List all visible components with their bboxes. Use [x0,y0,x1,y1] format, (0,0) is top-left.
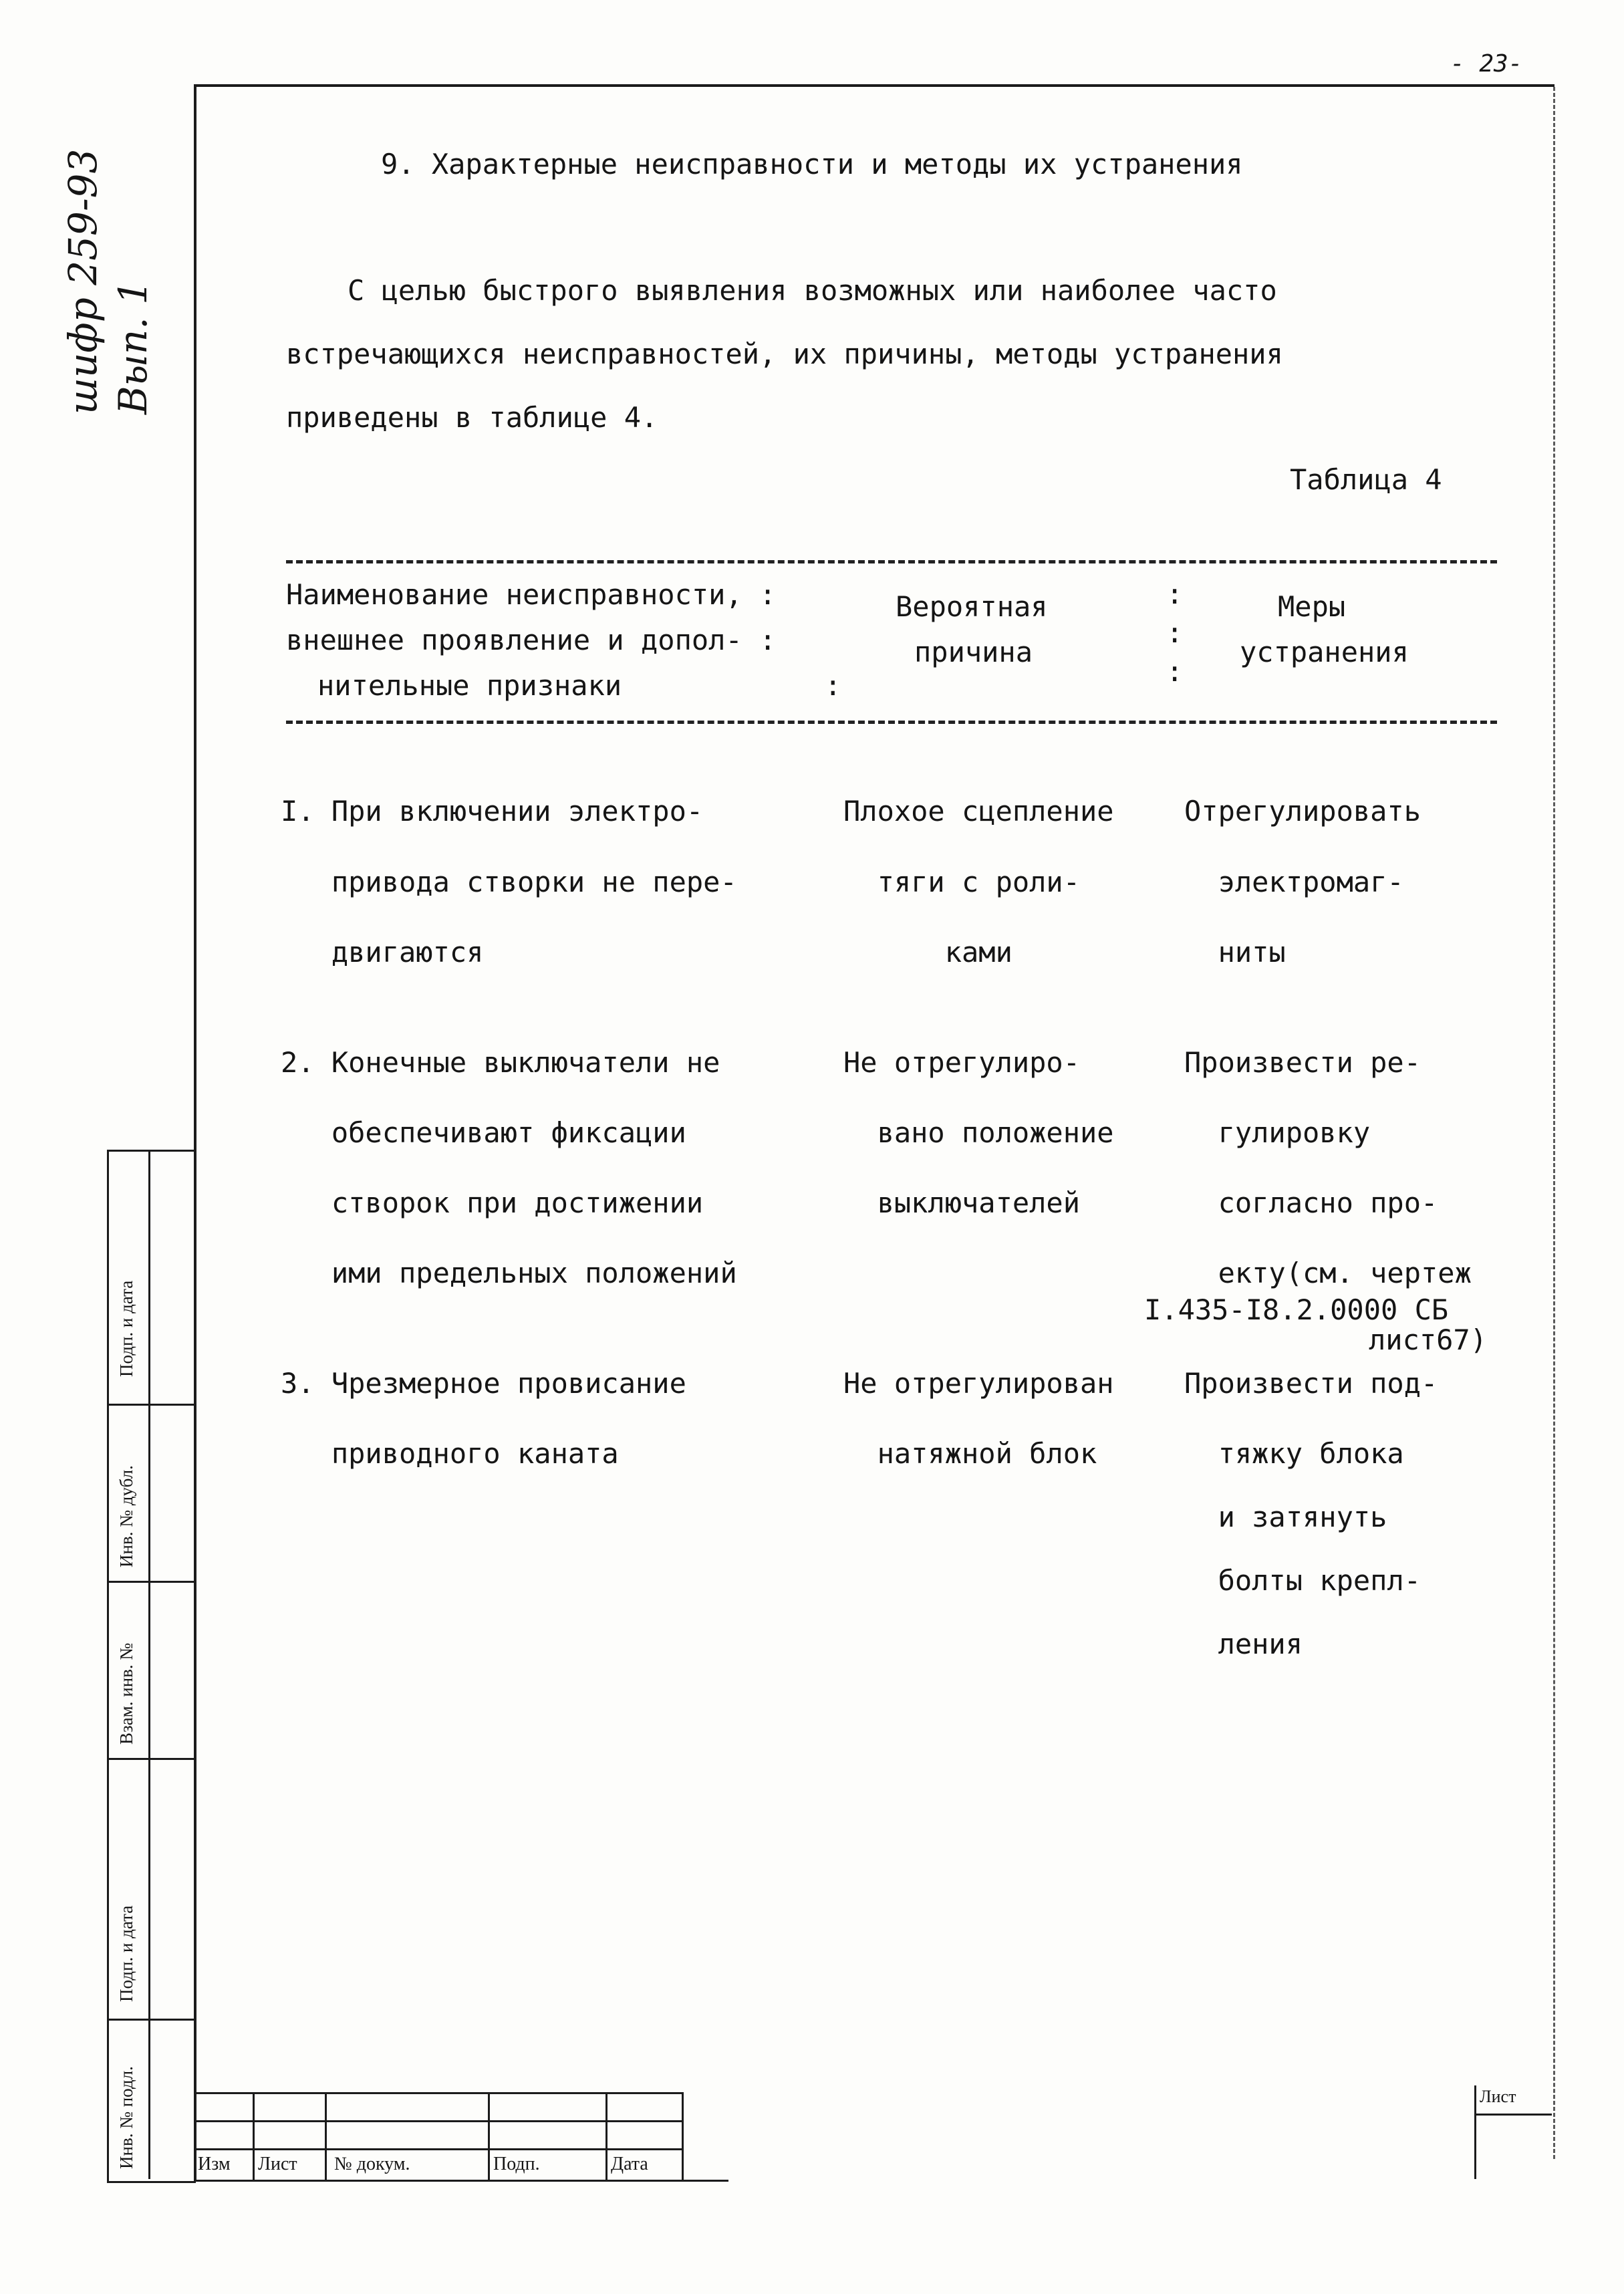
margin-note-line: шифр 259-93 [60,148,106,414]
title-block-label: № докум. [334,2154,410,2174]
title-block-label: Дата [611,2154,648,2174]
row2-col1-line: обеспечивают фиксации [281,1116,686,1149]
row2-col3-line: гулировку [1184,1116,1371,1149]
row3-col1-line: 3. Чрезмерное провисание [281,1367,686,1400]
title-block-rule [194,2120,682,2122]
row1-col2-line: Плохое сцепление [843,795,1114,827]
title-block-label: Лист [258,2154,297,2174]
header-col1-line: нительные признаки : [317,669,841,702]
page-frame-top [194,84,1554,87]
row1-col1-line: двигаются [281,936,484,969]
stamp-divider [107,2019,194,2021]
title-block-rule [194,2148,682,2150]
title-block-column [682,2092,684,2180]
row2-col3-line: екту(см. чертеж [1184,1257,1472,1289]
stamp-label: Взам. инв. № [116,1642,136,1745]
sheet-label: Лист [1480,2087,1516,2106]
stamp-divider [107,1758,194,1760]
row2-col3-line: Произвести ре- [1184,1046,1422,1079]
title-block-column [253,2092,255,2180]
stamp-label: Подп. и дата [116,1905,136,2002]
header-top-rule [286,560,1497,563]
header-col2-line: причина [914,636,1033,668]
header-col1-line: Наименование неисправности, : [286,578,777,611]
title-block-column [605,2092,607,2180]
row2-col1-line: ими предельных положений [281,1257,737,1289]
intro-line: приведены в таблице 4. [286,401,658,434]
row2-col2-line: Не отрегулиро- [843,1046,1081,1079]
row1-col1-line: I. При включении электро- [281,795,704,827]
row3-col2-line: Не отрегулирован [843,1367,1114,1400]
column-separator: : : : [1166,578,1184,688]
header-col3-line: устранения [1240,636,1409,668]
page-frame-right [1553,87,1555,2159]
page-number: - 23- [1450,50,1523,78]
stamp-label: Инв. № подл. [116,2066,136,2169]
row2-col1-line: створок при достижении [281,1186,704,1219]
stamp-label: Инв. № дубл. [116,1465,136,1567]
header-col3-line: Меры [1278,590,1346,623]
row3-col3-line: и затянуть [1184,1501,1387,1533]
row2-col1-line: 2. Конечные выключатели не [281,1046,720,1079]
intro-line: встречающихся неисправностей, их причины, методы устранения [286,338,1283,370]
title-block-column [488,2092,490,2180]
page-frame-bottom [194,2180,728,2182]
margin-note [60,148,234,414]
row2-col3-line: согласно про- [1184,1186,1438,1219]
title-block-label: Подп. [493,2154,540,2174]
row1-col3-line: Отрегулировать [1184,795,1422,827]
row1-col2-line: ками [843,936,1012,969]
header-bottom-rule [286,721,1497,724]
table-label: Таблица 4 [1290,463,1442,496]
header-col2-line: Вероятная [896,590,1048,623]
row1-col1-line: привода створки не пере- [281,866,737,898]
stamp-label: Подп. и дата [116,1280,136,1377]
row3-col3-line: болты крепл- [1184,1564,1422,1597]
title-block-rule [194,2092,682,2094]
margin-note-line: Вып. 1 [110,280,156,414]
row2-col2-line: вано положение [843,1116,1114,1149]
row3-col3-line: ления [1184,1628,1303,1660]
drawing-reference: I.435-I8.2.0000 СБ [1144,1293,1449,1326]
row3-col2-line: натяжной блок [843,1437,1097,1470]
row3-col3-line: тяжку блока [1184,1437,1404,1470]
row2-col2-line: выключателей [843,1186,1081,1219]
sheet-number-box-divider [1474,2114,1552,2116]
drawing-sheet-reference: лист67) [1369,1323,1488,1356]
stamp-divider [107,1404,194,1406]
row1-col3-line: ниты [1184,936,1286,969]
header-col1-line: внешнее проявление и допол- : [286,624,777,656]
title-block-label: Изм [198,2154,231,2174]
title-block-column [325,2092,327,2180]
stamp-divider [107,1581,194,1583]
section-title: 9. Характерные неисправности и методы их устранения [381,148,1243,180]
intro-line: С целью быстрого выявления возможных или наиболее часто [348,274,1277,307]
row1-col3-line: электромаг- [1184,866,1404,898]
row3-col3-line: Произвести под- [1184,1367,1438,1400]
row3-col1-line: приводного каната [281,1437,619,1470]
row1-col2-line: тяги с роли- [843,866,1081,898]
